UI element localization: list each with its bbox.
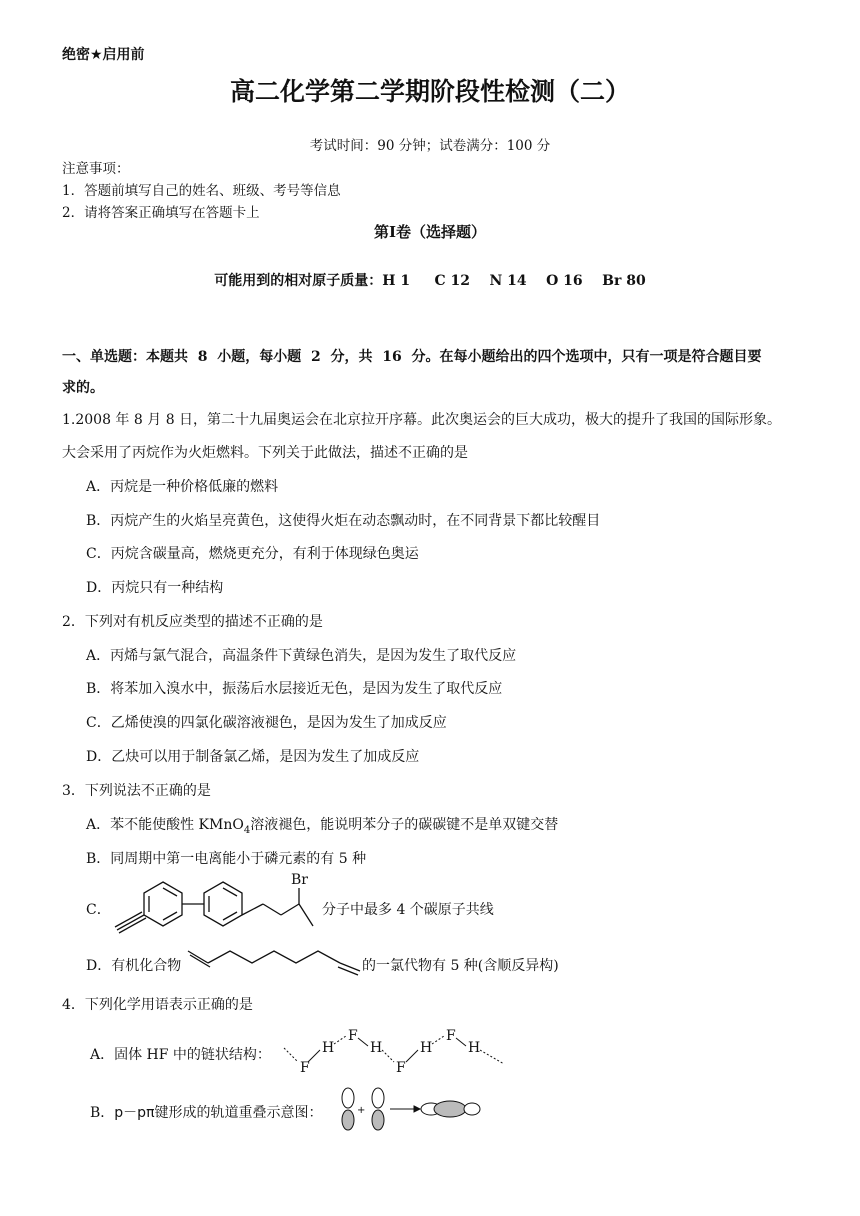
notes-heading: 注意事项：: [62, 161, 130, 177]
q1-option-c: C．丙烷含碳量高，燃烧更充分，有利于体现绿色奥运: [86, 546, 419, 562]
q3-option-c-br: Br: [291, 872, 308, 888]
q4-option-b-post: 键形成的轨道重叠示意图：: [154, 1105, 323, 1121]
section1-line1: 一、单选题：本题共 8 小题，每小题 2 分，共 16 分。在每小题给出的四个选项中，只有一项是符合题目要: [62, 349, 762, 365]
q3-option-a: [86, 814, 558, 836]
q2-option-d: D．乙炔可以用于制备氯乙烯，是因为发生了加成反应: [86, 749, 420, 765]
part1-title: 第Ⅰ卷（选择题）: [373, 223, 487, 241]
q2-option-a: A．丙烯与氯气混合，高温条件下黄绿色消失，是因为发生了取代反应: [86, 648, 517, 664]
hf-atom: F: [348, 1028, 358, 1044]
q3-option-b: B．同周期中第一电离能小于磷元素的有 5 种: [86, 851, 367, 867]
q3-stem: 3．下列说法不正确的是: [62, 783, 211, 799]
q1-stem-line2: 大会采用了丙烷作为火炬燃料。下列关于此做法，描述不正确的是: [62, 445, 468, 461]
q1-option-d: D．丙烷只有一种结构: [86, 580, 224, 596]
q3-option-a-pre: A．苯不能使酸性 KMnO: [86, 817, 244, 833]
svg-text:+: +: [357, 1105, 366, 1116]
hf-atom: H: [420, 1040, 433, 1056]
exam-title: 高二化学第二学期阶段性检测（二）: [229, 77, 630, 106]
q3-option-d-post: 的一氯代物有 5 种(含顺反异构): [362, 958, 559, 974]
q3-option-c-label: C．: [86, 902, 111, 918]
q4-stem: 4．下列化学用语表示正确的是: [62, 997, 253, 1013]
q3-option-d-pre: D．有机化合物: [86, 958, 182, 974]
notes-item-1: 1．答题前填写自己的姓名、班级、考号等信息: [62, 183, 341, 199]
q2-option-c: C．乙烯使溴的四氯化碳溶液褪色，是因为发生了加成反应: [86, 715, 447, 731]
q4-option-a: A．固体 HF 中的链状结构：: [90, 1047, 271, 1063]
q3-option-c-structure: [105, 868, 325, 938]
hf-atom: H: [370, 1040, 383, 1056]
q1-stem-line1: 1.2008 年 8 月 8 日，第二十九届奥运会在北京拉开序幕。此次奥运会的巨大成功，极大的提升了我国的国际形象。: [62, 412, 782, 428]
q4-option-b-pre: B．: [90, 1105, 115, 1121]
notes-item-2: 2．请将答案正确填写在答题卡上: [62, 205, 260, 221]
q3-option-d-structure: [184, 945, 364, 979]
hf-atom: H: [322, 1040, 335, 1056]
q4-option-b-orbital-diagram: [336, 1086, 486, 1134]
section1-line2: 求的。: [62, 380, 104, 396]
q4-option-a-hf-chain: [278, 1024, 510, 1080]
q4-option-b-formula: p－pπ: [114, 1105, 155, 1121]
hf-atom: H: [468, 1040, 481, 1056]
hf-atom: F: [300, 1060, 310, 1076]
q1-option-a: A．丙烷是一种价格低廉的燃料: [86, 479, 279, 495]
q4-option-b: [90, 1102, 323, 1122]
q3-option-a-post: 溶液褪色，能说明苯分子的碳碳键不是单双键交替: [250, 817, 559, 833]
q2-stem: 2．下列对有机反应类型的描述不正确的是: [62, 614, 323, 630]
q3-option-c-text: 分子中最多 4 个碳原子共线: [322, 902, 494, 918]
q3-option-a-sub: 4: [243, 824, 251, 836]
exam-info: 考试时间：90 分钟；试卷满分：100 分: [309, 138, 551, 154]
q1-option-b: B．丙烷产生的火焰呈亮黄色，这使得火炬在动态飘动时，在不同背景下都比较醒目: [86, 513, 601, 529]
atomic-masses: 可能用到的相对原子质量：H 1 C 12 N 14 O 16 Br 80: [214, 273, 646, 289]
hf-atom: F: [396, 1060, 406, 1076]
hf-atom: F: [446, 1028, 456, 1044]
q2-option-b: B．将苯加入溴水中，振荡后水层接近无色，是因为发生了取代反应: [86, 681, 503, 697]
secret-label: 绝密★启用前: [62, 47, 145, 63]
